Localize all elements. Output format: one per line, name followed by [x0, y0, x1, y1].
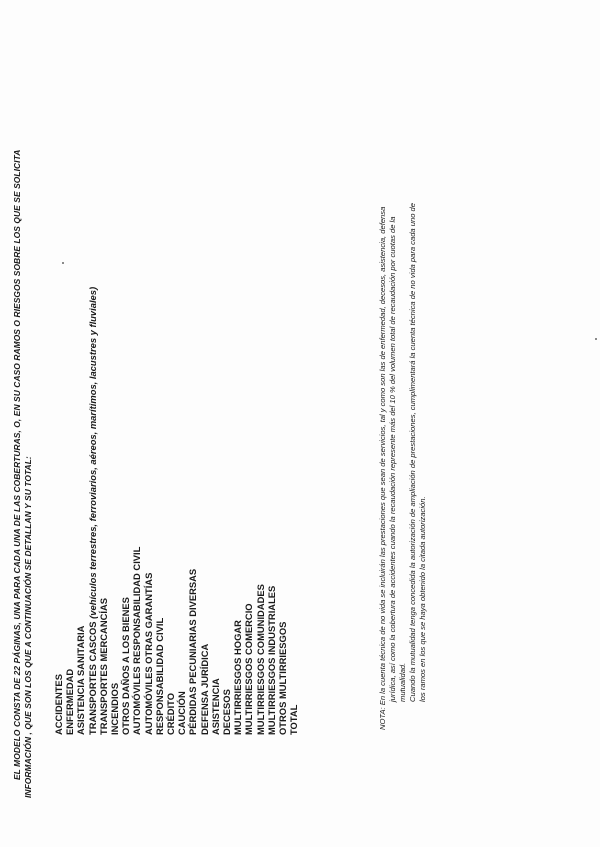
list-item: OTROS DAÑOS A LOS BIENES: [120, 597, 132, 735]
note-line-2: jurídica, así como la cobertura de accidentes cuando la recaudación represente más del 10 % del volumen total de recaudación por cuotas de la: [388, 216, 397, 702]
branches-list: [53, 115, 299, 735]
note-line-4: Cuando la mutualidad tenga concedida la autorización de ampliación de prestaciones, cumplimentará la cuenta técnica de no vida para cada uno de: [408, 203, 417, 702]
note-line-1: [378, 50, 388, 730]
list-item: AUTOMÓVILES RESPONSABILIDAD CIVIL: [131, 546, 143, 735]
note-label: NOTA:: [378, 707, 387, 730]
scan-speck: [62, 262, 64, 264]
note-block: [378, 50, 428, 730]
list-item: MULTIRRIESGOS COMUNIDADES: [254, 584, 266, 735]
list-item: DECESOS: [221, 689, 233, 735]
list-item: ASISTENCIA SANITARIA: [75, 625, 87, 735]
intro-line-1: EL MODELO CONSTA DE 22 PÁGINAS, UNA PARA CADA UNA DE LAS COBERTURAS, O, EN SU CASO RAMOS O RIESGOS SOBRE LOS QUE SE SOLICITA: [12, 149, 22, 780]
note-line-5: los ramos en los que se haya obtenido la citada autorización.: [418, 496, 427, 702]
list-item: TOTAL: [288, 704, 300, 735]
branch-label: TRANSPORTES CASCOS: [86, 621, 98, 735]
intro-line-2: INFORMACIÓN , QUE SON LOS QUE A CONTINUACIÓN SE DETALLAN Y SU TOTAL:: [23, 456, 33, 798]
list-item: ASISTENCIA: [209, 678, 221, 735]
branch-detail: (vehículos terrestres, ferroviarios, aéreos, marítimos, lacustres y fluviales): [86, 286, 98, 619]
note-text-1: En la cuenta técnica de no vida se incluirán las prestaciones que sean de servicios, tal y como son las de enfermedad, decesos, asistencia, defensa: [378, 206, 387, 706]
list-item: OTROS MULTIRRIESGOS: [277, 621, 289, 735]
note-line-3: mutualidad.: [398, 662, 407, 702]
intro-text: [12, 38, 34, 798]
list-item: ACCIDENTES: [53, 674, 64, 735]
list-item: CRÉDITO: [165, 692, 177, 735]
list-item: RESPONSABILIDAD CIVIL: [153, 617, 165, 735]
list-item: INCENDIOS: [109, 682, 121, 735]
list-item: PÉRDIDAS PECUNIARIAS DIVERSAS: [187, 568, 199, 735]
list-item: TRANSPORTES MERCANCÍAS: [97, 598, 109, 735]
list-item: MULTIRRIESGOS HOGAR: [232, 620, 244, 735]
list-item: CAUCIÓN: [176, 691, 188, 735]
scan-speck: [595, 338, 597, 340]
list-item: DEFENSA JURÍDICA: [198, 643, 210, 735]
list-item: AUTOMÓVILES OTRAS GARANTÍAS: [142, 572, 154, 735]
list-item: [87, 115, 98, 735]
list-item: ENFERMEDAD: [64, 668, 76, 735]
list-item: MULTIRRIESGOS COMERCIO: [243, 603, 255, 735]
rotated-content: [8, 40, 468, 820]
list-item: MULTIRRIESGOS INDUSTRIALES: [265, 585, 277, 735]
